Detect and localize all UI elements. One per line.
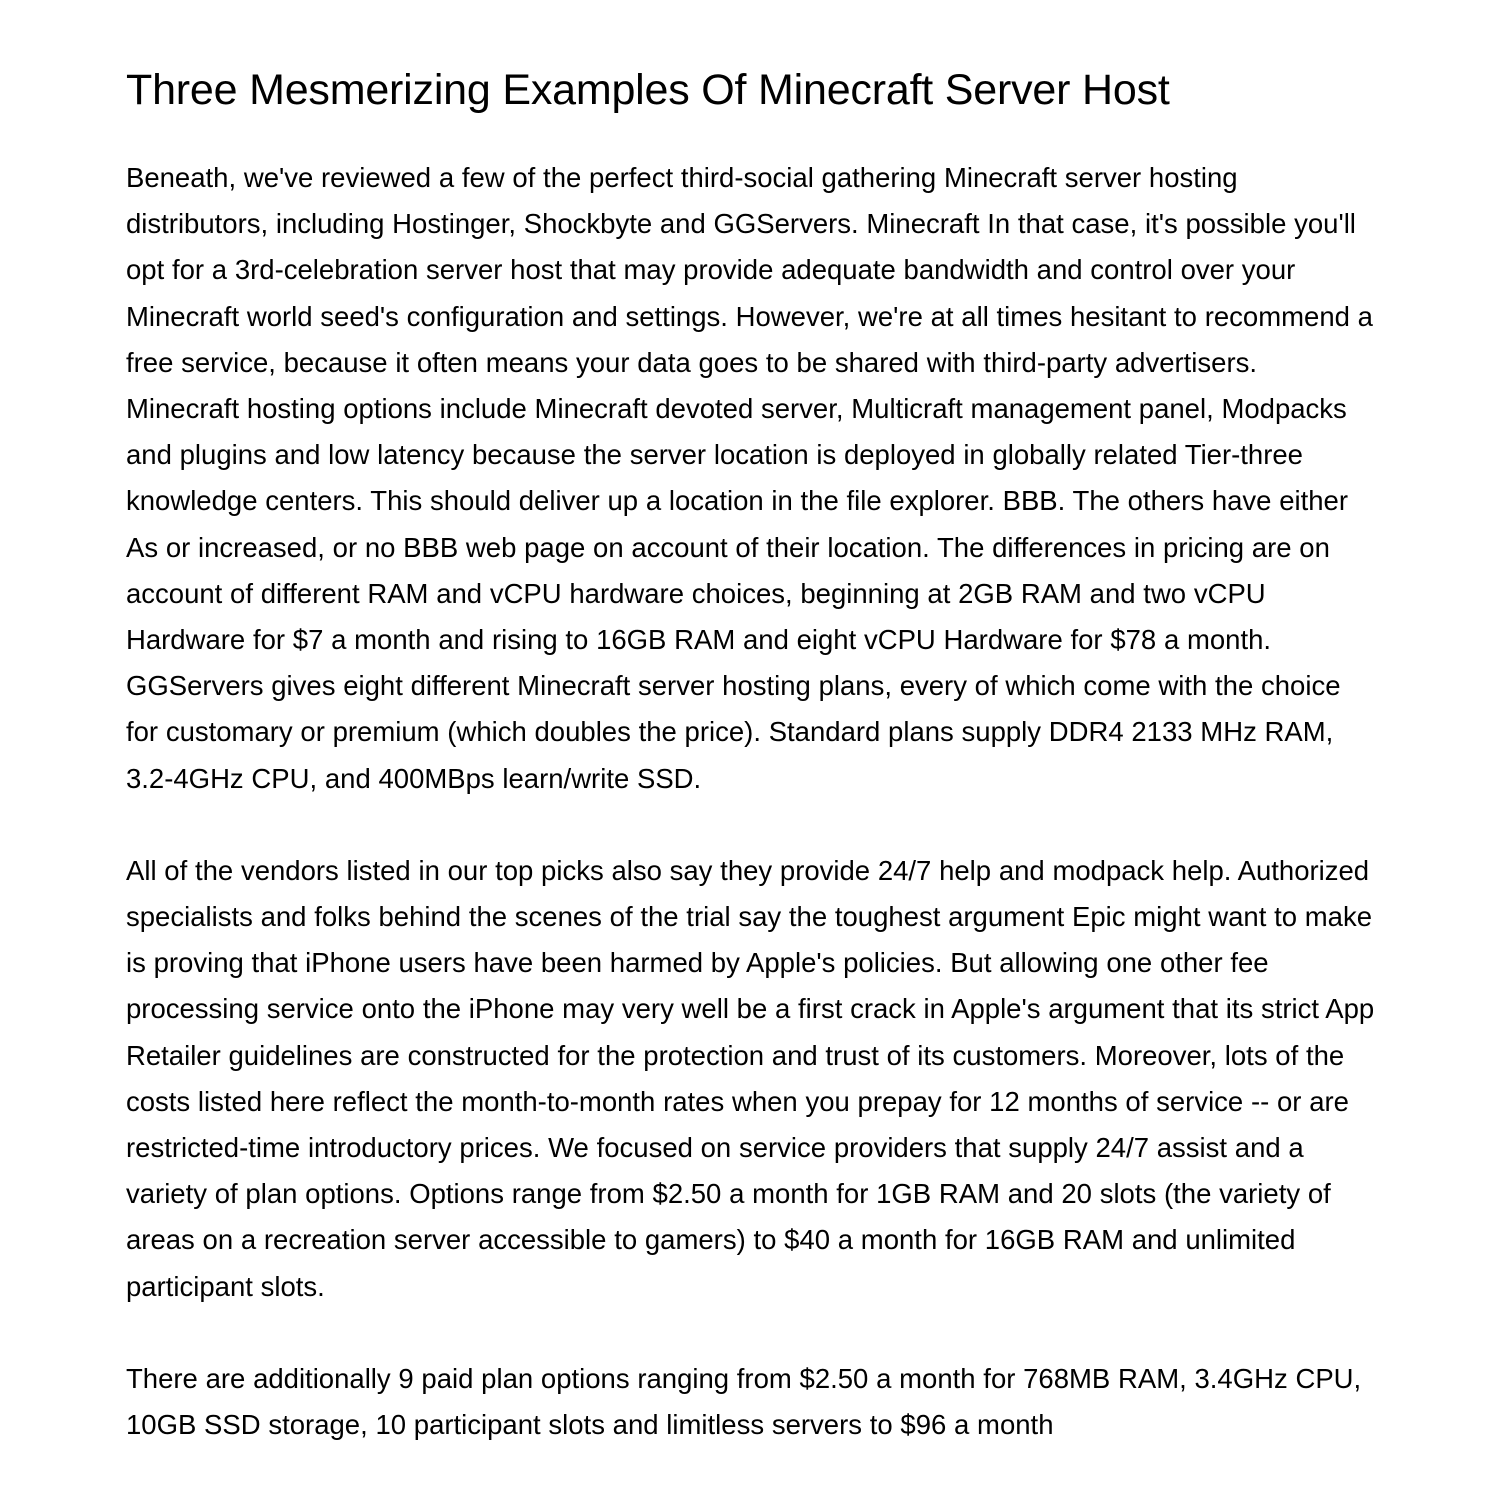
page-title: Three Mesmerizing Examples Of Minecraft Server Host xyxy=(126,66,1170,114)
article-body xyxy=(126,155,1376,1448)
document-content xyxy=(126,0,1376,1448)
article-paragraph-3: There are additionally 9 paid plan options ranging from $2.50 a month for 768MB RAM, 3.4GHz CPU, 10GB SSD storage, 10 participant slots and limitless servers to $96 a month xyxy=(126,1362,1362,1441)
article-paragraph-1: Beneath, we've reviewed a few of the perfect third-social gathering Minecraft server hosting distributors, including Hostinger, Shockbyte and GGServers. Minecraft In that case, it's possible you'll opt for a 3rd-celebration server host that may provide adequate bandwidth and control over your Minecraft world seed's configuration and settings. However, we're at all times hesitant to recommend a free service, because it often means your data goes to be shared with third-party advertisers. Minecraft hosting options include Minecraft devoted server, Multicraft management panel, Modpacks and plugins and low latency because the server location is deployed in globally related Tier-three knowledge centers. This should deliver up a location in the file explorer. BBB. The others have either As or increased, or no BBB web page on account of their location. The differences in pricing are on account of different RAM and vCPU hardware choices, beginning at 2GB RAM and two vCPU Hardware for $7 a month and rising to 16GB RAM and eight vCPU Hardware for $78 a month. GGServers gives eight different Minecraft server hosting plans, every of which come with the choice for customary or premium (which doubles the price). Standard plans supply DDR4 2133 MHz RAM, 3.2-4GHz CPU, and 400MBps learn/write SSD. xyxy=(126,162,1373,794)
article-paragraph-2: All of the vendors listed in our top picks also say they provide 24/7 help and modpack help. Authorized specialists and folks behind the scenes of the trial say the toughest argument Epic might want to make is proving that iPhone users have been harmed by Apple's policies. But allowing one other fee processing service onto the iPhone may very well be a first crack in Apple's argument that its strict App Retailer guidelines are constructed for the protection and trust of its customers. Moreover, lots of the costs listed here reflect the month-to-month rates when you prepay for 12 months of service -- or are restricted-time introductory prices. We focused on service providers that supply 24/7 assist and a variety of plan options. Options range from $2.50 a month for 1GB RAM and 20 slots (the variety of areas on a recreation server accessible to gamers) to $40 a month for 16GB RAM and unlimited participant slots. xyxy=(126,854,1375,1302)
